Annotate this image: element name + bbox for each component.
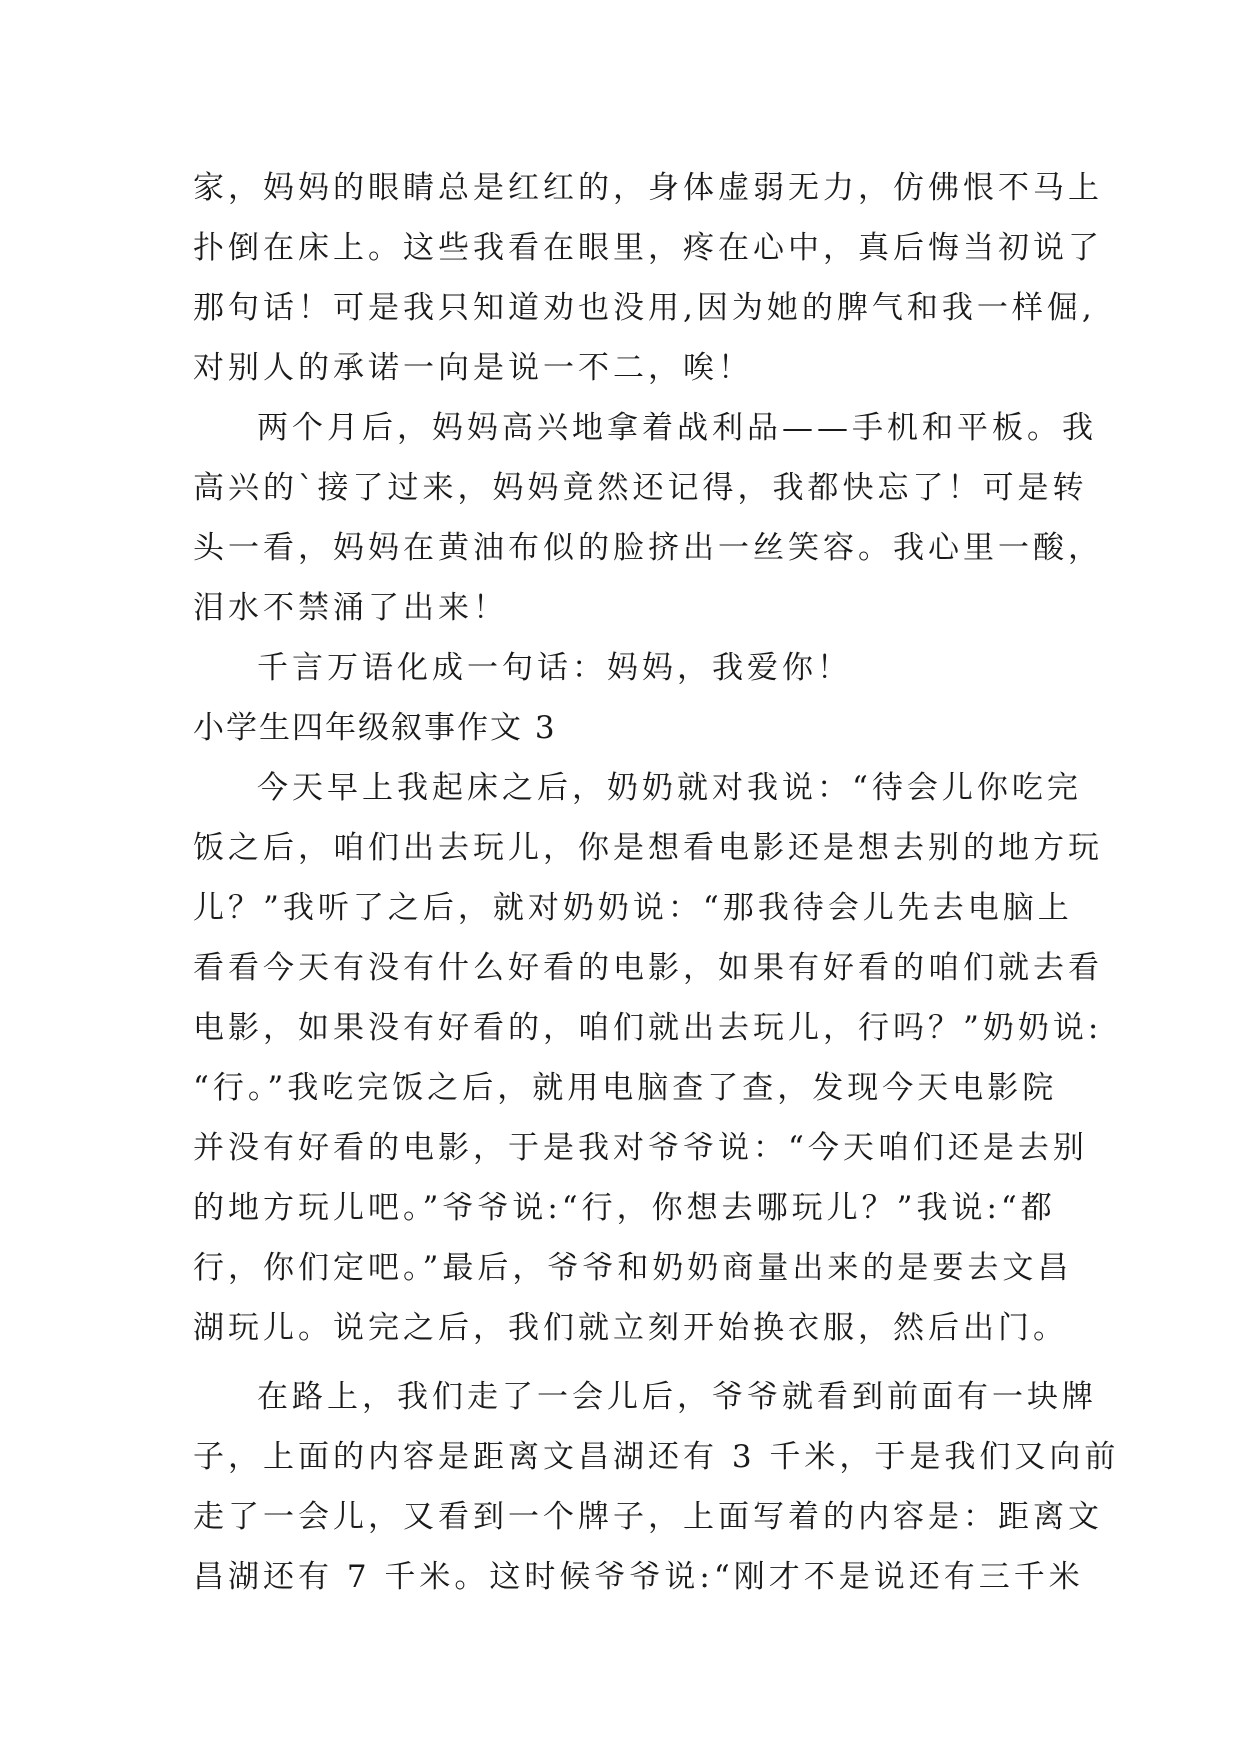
text-line: 家，妈妈的眼睛总是红红的，身体虚弱无力，仿佛恨不马上: [193, 170, 1103, 206]
paragraph-start-line: 千言万语化成一句话：妈妈，我爱你！: [257, 650, 852, 686]
text-line: 走了一会儿，又看到一个牌子，上面写着的内容是：距离文: [193, 1499, 1103, 1535]
essay-text: [193, 158, 1120, 1607]
section-heading: 小学生四年级叙事作文 3: [193, 710, 557, 746]
text-line: 昌湖还有 7 千米。这时候爷爷说:“刚才不是说还有三千米: [193, 1559, 1084, 1595]
text-line: 高兴的`接了过来，妈妈竟然还记得，我都快忘了！可是转: [193, 470, 1088, 506]
text-line: 那句话！可是我只知道劝也没用,因为她的脾气和我一样倔,: [193, 290, 1096, 326]
paragraph-start-line: 两个月后，妈妈高兴地拿着战利品——手机和平板。我: [257, 410, 1097, 446]
text-line: 并没有好看的电影，于是我对爷爷说：“今天咱们还是去别: [193, 1130, 1088, 1166]
paragraph-start-line: 今天早上我起床之后，奶奶就对我说：“待会儿你吃完: [257, 770, 1082, 806]
text-line: 对别人的承诺一向是说一不二，唉！: [193, 350, 753, 386]
text-line: 湖玩儿。说完之后，我们就立刻开始换衣服，然后出门。: [193, 1310, 1068, 1346]
text-line: 饭之后，咱们出去玩儿，你是想看电影还是想去别的地方玩: [193, 830, 1103, 866]
text-line: 扑倒在床上。这些我看在眼里，疼在心中，真后悔当初说了: [193, 230, 1103, 266]
paragraph-start-line: 在路上，我们走了一会儿后，爷爷就看到前面有一块牌: [257, 1379, 1097, 1415]
text-line: 儿？”我听了之后，就对奶奶说：“那我待会儿先去电脑上: [193, 890, 1073, 926]
text-line: 行，你们定吧。”最后，爷爷和奶奶商量出来的是要去文昌: [193, 1250, 1073, 1286]
text-line: 子，上面的内容是距离文昌湖还有 3 千米，于是我们又向前: [193, 1439, 1120, 1475]
text-line: “行。”我吃完饭之后，就用电脑查了查，发现今天电影院: [193, 1070, 1058, 1106]
text-line: 头一看，妈妈在黄油布似的脸挤出一丝笑容。我心里一酸，: [193, 530, 1103, 566]
text-line: 泪水不禁涌了出来！: [193, 590, 508, 626]
text-line: 电影，如果没有好看的，咱们就出去玩儿，行吗？”奶奶说:: [193, 1010, 1103, 1046]
text-line: 的地方玩儿吧。”爷爷说:“行，你想去哪玩儿？”我说:“都: [193, 1190, 1056, 1226]
text-line: 看看今天有没有什么好看的电影，如果有好看的咱们就去看: [193, 950, 1103, 986]
